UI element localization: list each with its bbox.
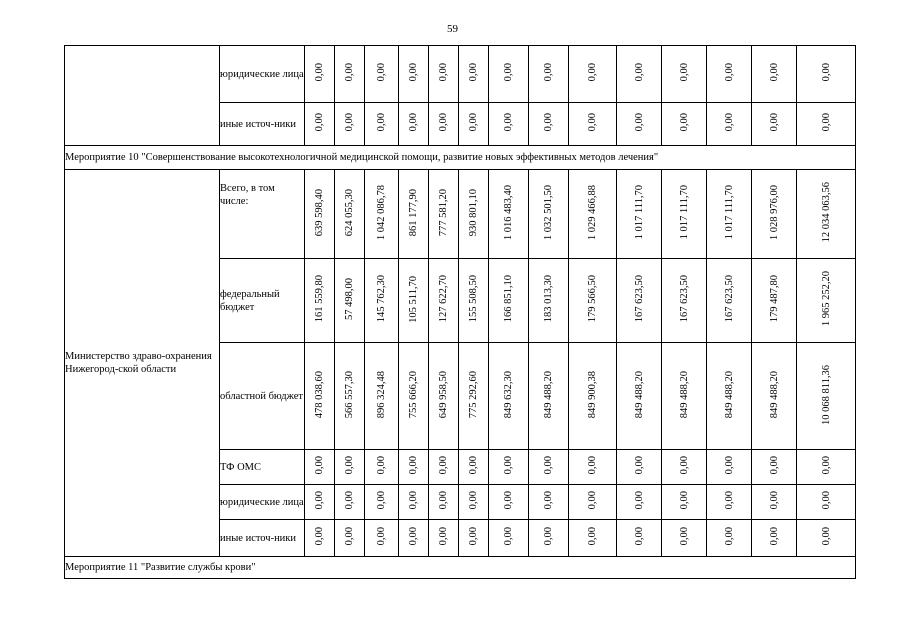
value-text: 0,00 [633,527,645,546]
value-cell [707,485,752,520]
value-cell [429,103,459,146]
value-cell [797,103,856,146]
value-cell [429,520,459,557]
value-text: 0,00 [438,63,449,82]
value-text: 0,00 [587,456,598,475]
value-text: 0,00 [408,456,419,475]
value-cell [429,485,459,520]
value-cell [662,46,707,103]
value-cell [305,259,335,343]
value-cell [707,170,752,259]
value-text: 0,00 [768,527,780,546]
value-cell [489,170,529,259]
value-cell [707,343,752,450]
value-text: 0,00 [376,491,387,510]
value-text: 755 666,20 [408,370,419,419]
value-text: 0,00 [438,527,449,546]
value-text: 0,00 [408,113,419,132]
value-cell [662,259,707,343]
value-cell [489,520,529,557]
value-text: 0,00 [723,113,735,132]
value-text: 0,00 [678,527,690,546]
value-cell [617,103,662,146]
value-text: 167 623,50 [633,275,645,323]
value-cell [797,170,856,259]
value-cell [797,343,856,450]
value-text: 849 488,20 [633,370,645,419]
value-text: 0,00 [503,113,514,132]
value-text: 0,00 [678,63,690,82]
budget-table [64,45,856,579]
value-cell [489,343,529,450]
value-text: 0,00 [468,456,479,475]
value-text: 849 632,30 [503,370,514,419]
value-text: 10 068 811,36 [820,364,832,425]
value-cell [335,450,365,485]
value-cell [305,170,335,259]
value-cell [662,520,707,557]
value-cell [529,103,569,146]
value-cell [399,259,429,343]
value-cell [662,170,707,259]
value-text: 1 017 111,70 [723,185,735,240]
value-cell [617,170,662,259]
value-text: 0,00 [587,63,598,82]
value-text: 57 498,00 [344,278,355,320]
value-cell [569,520,617,557]
value-cell [365,259,399,343]
value-text: 1 032 501,50 [543,184,554,241]
value-text: 0,00 [543,113,554,132]
value-cell [529,46,569,103]
table-row [65,557,856,579]
value-cell [707,450,752,485]
value-text: 1 017 111,70 [678,185,690,240]
measure-11-title: Мероприятие 11 "Развитие службы крови" [65,557,856,579]
value-cell [617,259,662,343]
value-cell [529,259,569,343]
value-text: 1 017 111,70 [633,185,645,240]
value-text: 0,00 [503,63,514,82]
value-text: 0,00 [768,491,780,510]
value-text: 0,00 [768,113,780,132]
value-cell [335,520,365,557]
value-cell [489,450,529,485]
row-label: Всего, в том числе: [220,170,305,259]
value-cell [617,485,662,520]
value-cell [429,259,459,343]
value-text: 0,00 [678,113,690,132]
value-cell [335,259,365,343]
value-text: 0,00 [376,527,387,546]
value-cell [365,46,399,103]
value-cell [569,46,617,103]
value-cell [569,170,617,259]
value-text: 12 034 063,56 [820,182,832,243]
value-cell [752,103,797,146]
value-text: 639 598,40 [314,188,325,237]
value-cell [399,485,429,520]
value-cell [569,485,617,520]
value-cell [797,259,856,343]
table-row [65,46,856,103]
value-text: 1 016 483,40 [503,184,514,241]
value-text: 0,00 [468,527,479,546]
value-cell [305,343,335,450]
value-cell [365,343,399,450]
value-text: 777 581,20 [438,188,449,237]
value-text: 0,00 [768,456,780,475]
value-cell [305,520,335,557]
value-cell [365,103,399,146]
value-cell [459,103,489,146]
value-text: 0,00 [723,456,735,475]
value-text: 0,00 [587,113,598,132]
organization-cell: Министерство здраво-охранения Нижегород-ской области [65,170,220,557]
value-cell [335,103,365,146]
table-row [65,146,856,170]
row-label: иные источ-ники [220,520,305,557]
value-cell [529,170,569,259]
value-text: 849 488,20 [723,370,735,419]
value-text: 0,00 [723,527,735,546]
value-cell [399,170,429,259]
value-text: 183 013,30 [543,275,554,323]
value-cell [459,259,489,343]
value-cell [529,450,569,485]
value-cell [459,520,489,557]
value-text: 0,00 [376,456,387,475]
row-label: иные источ-ники [220,103,305,146]
value-cell [489,46,529,103]
value-cell [569,343,617,450]
value-cell [459,485,489,520]
value-text: 0,00 [768,63,780,82]
value-text: 0,00 [408,63,419,82]
value-text: 0,00 [633,456,645,475]
row-label: ТФ ОМС [220,450,305,485]
value-text: 0,00 [468,113,479,132]
value-text: 179 487,80 [768,275,780,323]
page-number: 59 [447,23,458,35]
value-cell [752,343,797,450]
value-cell [752,170,797,259]
value-cell [569,450,617,485]
value-text: 166 851,10 [503,275,514,323]
value-cell [399,103,429,146]
value-cell [489,103,529,146]
value-cell [459,170,489,259]
value-text: 775 292,60 [468,370,479,419]
value-text: 0,00 [344,113,355,132]
value-text: 0,00 [543,527,554,546]
value-cell [529,485,569,520]
value-text: 0,00 [344,63,355,82]
value-text: 0,00 [314,113,325,132]
value-text: 167 623,50 [723,275,735,323]
value-text: 0,00 [503,491,514,510]
value-text: 0,00 [408,491,419,510]
value-cell [489,259,529,343]
value-text: 0,00 [438,491,449,510]
value-cell [662,450,707,485]
value-cell [399,343,429,450]
value-cell [459,46,489,103]
value-text: 896 324,48 [376,370,387,419]
value-cell [617,343,662,450]
value-cell [707,46,752,103]
value-text: 0,00 [543,63,554,82]
value-text: 1 029 466,88 [587,184,598,241]
value-text: 849 900,38 [587,370,598,419]
value-text: 0,00 [468,63,479,82]
value-text: 0,00 [678,456,690,475]
value-cell [617,450,662,485]
value-text: 145 762,30 [376,275,387,323]
value-text: 0,00 [314,491,325,510]
value-text: 0,00 [633,491,645,510]
value-cell [335,485,365,520]
value-text: 0,00 [314,63,325,82]
value-cell [335,46,365,103]
value-text: 0,00 [503,527,514,546]
value-text: 0,00 [314,456,325,475]
value-cell [707,259,752,343]
row-label: юридические лица [220,46,305,103]
value-cell [429,46,459,103]
value-cell [335,170,365,259]
value-text: 0,00 [633,113,645,132]
measure-10-title: Мероприятие 10 "Совершенствование высокотехнологичной медицинской помощи, развитие новых эффективных методов лечения" [65,146,856,170]
value-text: 624 055,30 [344,188,355,237]
value-cell [459,343,489,450]
value-cell [752,520,797,557]
value-cell [305,485,335,520]
value-cell [365,170,399,259]
value-text: 0,00 [438,456,449,475]
value-text: 0,00 [633,63,645,82]
value-cell [569,103,617,146]
value-text: 0,00 [344,527,355,546]
value-cell [797,485,856,520]
value-cell [399,450,429,485]
value-cell [617,520,662,557]
value-cell [797,46,856,103]
value-cell [459,450,489,485]
value-text: 0,00 [820,113,832,132]
value-text: 0,00 [587,491,598,510]
value-cell [752,450,797,485]
value-cell [797,450,856,485]
value-text: 0,00 [820,456,832,475]
value-cell [662,485,707,520]
value-cell [529,520,569,557]
value-cell [365,485,399,520]
table-row [65,170,856,259]
value-cell [305,450,335,485]
value-text: 0,00 [723,491,735,510]
value-cell [529,343,569,450]
value-text: 155 508,50 [468,275,479,323]
value-text: 0,00 [820,491,832,510]
value-text: 161 559,80 [314,275,325,323]
value-text: 849 488,20 [678,370,690,419]
value-text: 0,00 [468,491,479,510]
value-text: 0,00 [820,63,832,82]
row-label: федеральный бюджет [220,259,305,343]
value-text: 0,00 [408,527,419,546]
value-cell [707,520,752,557]
value-text: 0,00 [587,527,598,546]
value-text: 1 965 252,20 [820,271,832,327]
value-cell [365,450,399,485]
value-text: 849 488,20 [543,370,554,419]
value-cell [617,46,662,103]
value-text: 0,00 [344,491,355,510]
value-text: 0,00 [723,63,735,82]
value-cell [429,450,459,485]
value-cell [399,46,429,103]
value-text: 0,00 [376,113,387,132]
value-text: 0,00 [344,456,355,475]
value-cell [752,46,797,103]
value-cell [752,259,797,343]
value-text: 105 511,70 [408,275,419,323]
value-cell [429,343,459,450]
value-text: 478 038,60 [314,370,325,419]
value-cell [489,485,529,520]
value-cell [429,170,459,259]
value-cell [305,46,335,103]
value-cell [707,103,752,146]
value-text: 0,00 [678,491,690,510]
value-cell [752,485,797,520]
value-text: 179 566,50 [587,275,598,323]
value-cell [365,520,399,557]
value-text: 930 801,10 [468,188,479,237]
value-text: 0,00 [376,63,387,82]
value-text: 566 557,30 [344,370,355,419]
value-cell [335,343,365,450]
value-cell [569,259,617,343]
value-text: 0,00 [820,527,832,546]
value-text: 1 028 976,00 [768,184,780,241]
value-text: 849 488,20 [768,370,780,419]
value-cell [662,343,707,450]
organization-cell-empty [65,46,220,146]
value-cell [305,103,335,146]
value-text: 0,00 [314,527,325,546]
value-text: 0,00 [543,491,554,510]
value-text: 861 177,90 [408,188,419,237]
value-text: 0,00 [503,456,514,475]
row-label: областной бюджет [220,343,305,450]
value-text: 1 042 086,78 [376,184,387,241]
value-cell [662,103,707,146]
row-label: юридические лица [220,485,305,520]
value-cell [797,520,856,557]
value-text: 0,00 [438,113,449,132]
value-cell [399,520,429,557]
value-text: 127 622,70 [438,275,449,323]
value-text: 167 623,50 [678,275,690,323]
value-text: 649 958,50 [438,370,449,419]
value-text: 0,00 [543,456,554,475]
